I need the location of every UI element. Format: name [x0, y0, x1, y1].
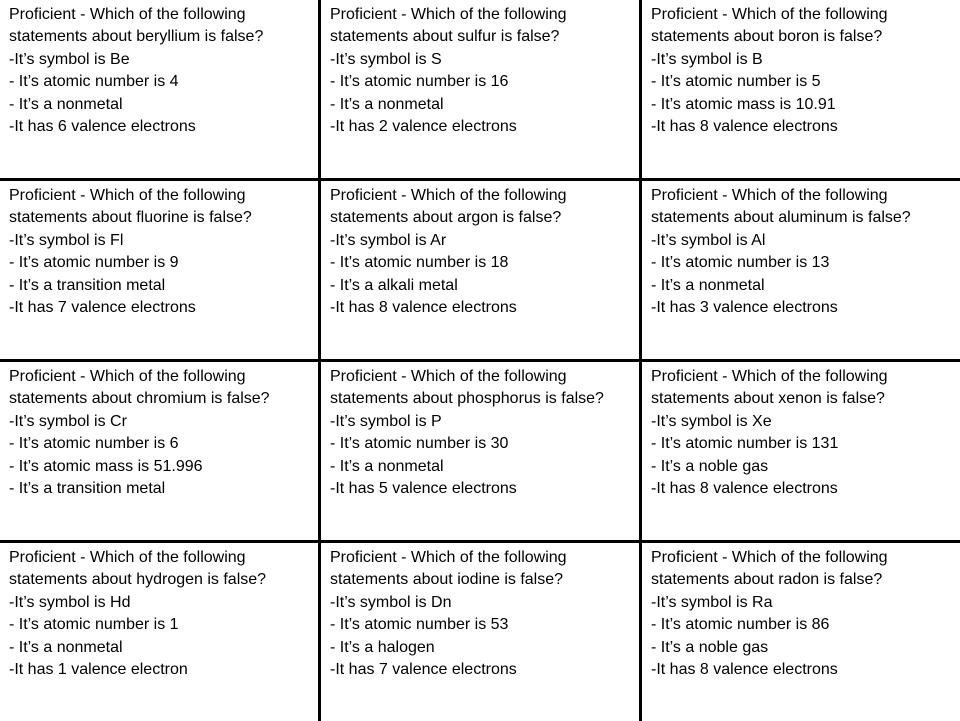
answer-option: - It’s a nonmetal	[651, 276, 765, 294]
answer-option: - It’s atomic number is 30	[330, 435, 509, 453]
answer-option: -It’s symbol is P	[330, 412, 442, 430]
answer-option: - It’s a noble gas	[651, 457, 769, 475]
answer-option: - It’s a nonmetal	[9, 638, 123, 656]
question-card-argon	[321, 181, 639, 359]
answer-option: -It’s symbol is Xe	[651, 412, 772, 430]
question-card-aluminum	[642, 181, 960, 359]
answer-option: - It’s atomic number is 9	[9, 254, 179, 272]
question-text: statements about chromium is false?	[9, 390, 270, 408]
answer-option: - It’s a noble gas	[651, 638, 769, 656]
answer-option: - It’s atomic number is 16	[330, 73, 509, 91]
answer-option: - It’s a nonmetal	[330, 457, 444, 475]
question-text: Proficient - Which of the following	[330, 6, 567, 23]
question-text: Proficient - Which of the following	[330, 187, 567, 204]
question-card-sulfur	[321, 0, 639, 178]
answer-option: - It’s a transition metal	[9, 480, 166, 498]
answer-option: -It has 7 valence electrons	[9, 299, 196, 317]
question-text: Proficient - Which of the following	[330, 549, 567, 566]
answer-option: - It’s atomic mass is 10.91	[651, 95, 836, 113]
answer-option: - It’s atomic number is 86	[651, 616, 830, 634]
answer-option: -It’s symbol is Cr	[9, 412, 127, 430]
question-card-radon	[642, 543, 960, 721]
question-card-phosphorus	[321, 362, 639, 540]
question-text: Proficient - Which of the following	[651, 6, 888, 23]
answer-option: - It’s atomic number is 6	[9, 435, 179, 453]
answer-option: -It’s symbol is Hd	[9, 593, 131, 611]
answer-option: -It has 3 valence electrons	[651, 299, 838, 317]
answer-option: -It’s symbol is B	[651, 50, 763, 68]
answer-option: - It’s a nonmetal	[330, 95, 444, 113]
answer-option: -It has 8 valence electrons	[651, 480, 838, 498]
question-text: Proficient - Which of the following	[9, 187, 246, 204]
answer-option: - It’s atomic mass is 51.996	[9, 457, 203, 475]
question-card-xenon	[642, 362, 960, 540]
answer-option: - It’s atomic number is 53	[330, 616, 509, 634]
question-card-chromium	[0, 362, 318, 540]
question-text: Proficient - Which of the following	[9, 6, 246, 23]
answer-option: - It’s atomic number is 18	[330, 254, 509, 272]
question-text: statements about aluminum is false?	[651, 209, 911, 227]
answer-option: -It’s symbol is Dn	[330, 593, 452, 611]
answer-option: -It’s symbol is S	[330, 50, 442, 68]
answer-option: -It has 1 valence electron	[9, 661, 188, 679]
question-text: statements about phosphorus is false?	[330, 390, 604, 408]
question-card-boron	[642, 0, 960, 178]
answer-option: - It’s atomic number is 131	[651, 435, 839, 453]
answer-option: -It has 8 valence electrons	[651, 661, 838, 679]
answer-option: - It’s a alkali metal	[330, 276, 458, 294]
answer-option: - It’s atomic number is 1	[9, 616, 179, 634]
question-text: Proficient - Which of the following	[651, 368, 888, 385]
question-text: statements about fluorine is false?	[9, 209, 252, 227]
answer-option: -It’s symbol is Al	[651, 231, 766, 249]
question-text: statements about sulfur is false?	[330, 28, 560, 46]
question-text: Proficient - Which of the following	[9, 549, 246, 566]
question-card-iodine	[321, 543, 639, 721]
answer-option: - It’s a transition metal	[9, 276, 166, 294]
answer-option: -It has 5 valence electrons	[330, 480, 517, 498]
answer-option: - It’s atomic number is 13	[651, 254, 830, 272]
answer-option: -It has 7 valence electrons	[330, 661, 517, 679]
question-text: statements about argon is false?	[330, 209, 562, 227]
answer-option: -It has 6 valence electrons	[9, 118, 196, 136]
question-text: statements about hydrogen is false?	[9, 571, 267, 589]
question-text: statements about radon is false?	[651, 571, 883, 589]
question-card-hydrogen	[0, 543, 318, 721]
answer-option: - It’s a nonmetal	[9, 95, 123, 113]
question-text: Proficient - Which of the following	[330, 368, 567, 385]
question-text: statements about boron is false?	[651, 28, 883, 46]
question-text: Proficient - Which of the following	[651, 187, 888, 204]
answer-option: -It has 8 valence electrons	[330, 299, 517, 317]
answer-option: -It has 8 valence electrons	[651, 118, 838, 136]
question-text: statements about xenon is false?	[651, 390, 885, 408]
answer-option: -It’s symbol is Fl	[9, 231, 124, 249]
question-text: Proficient - Which of the following	[9, 368, 246, 385]
answer-option: -It’s symbol is Ar	[330, 231, 447, 249]
answer-option: -It’s symbol is Be	[9, 50, 130, 68]
answer-option: -It’s symbol is Ra	[651, 593, 773, 611]
answer-option: -It has 2 valence electrons	[330, 118, 517, 136]
question-text: Proficient - Which of the following	[651, 549, 888, 566]
question-card-fluorine	[0, 181, 318, 359]
question-text: statements about iodine is false?	[330, 571, 564, 589]
answer-option: - It’s atomic number is 4	[9, 73, 179, 91]
question-text: statements about beryllium is false?	[9, 28, 264, 46]
answer-option: - It’s a halogen	[330, 638, 435, 656]
answer-option: - It’s atomic number is 5	[651, 73, 821, 91]
question-card-beryllium	[0, 0, 318, 178]
